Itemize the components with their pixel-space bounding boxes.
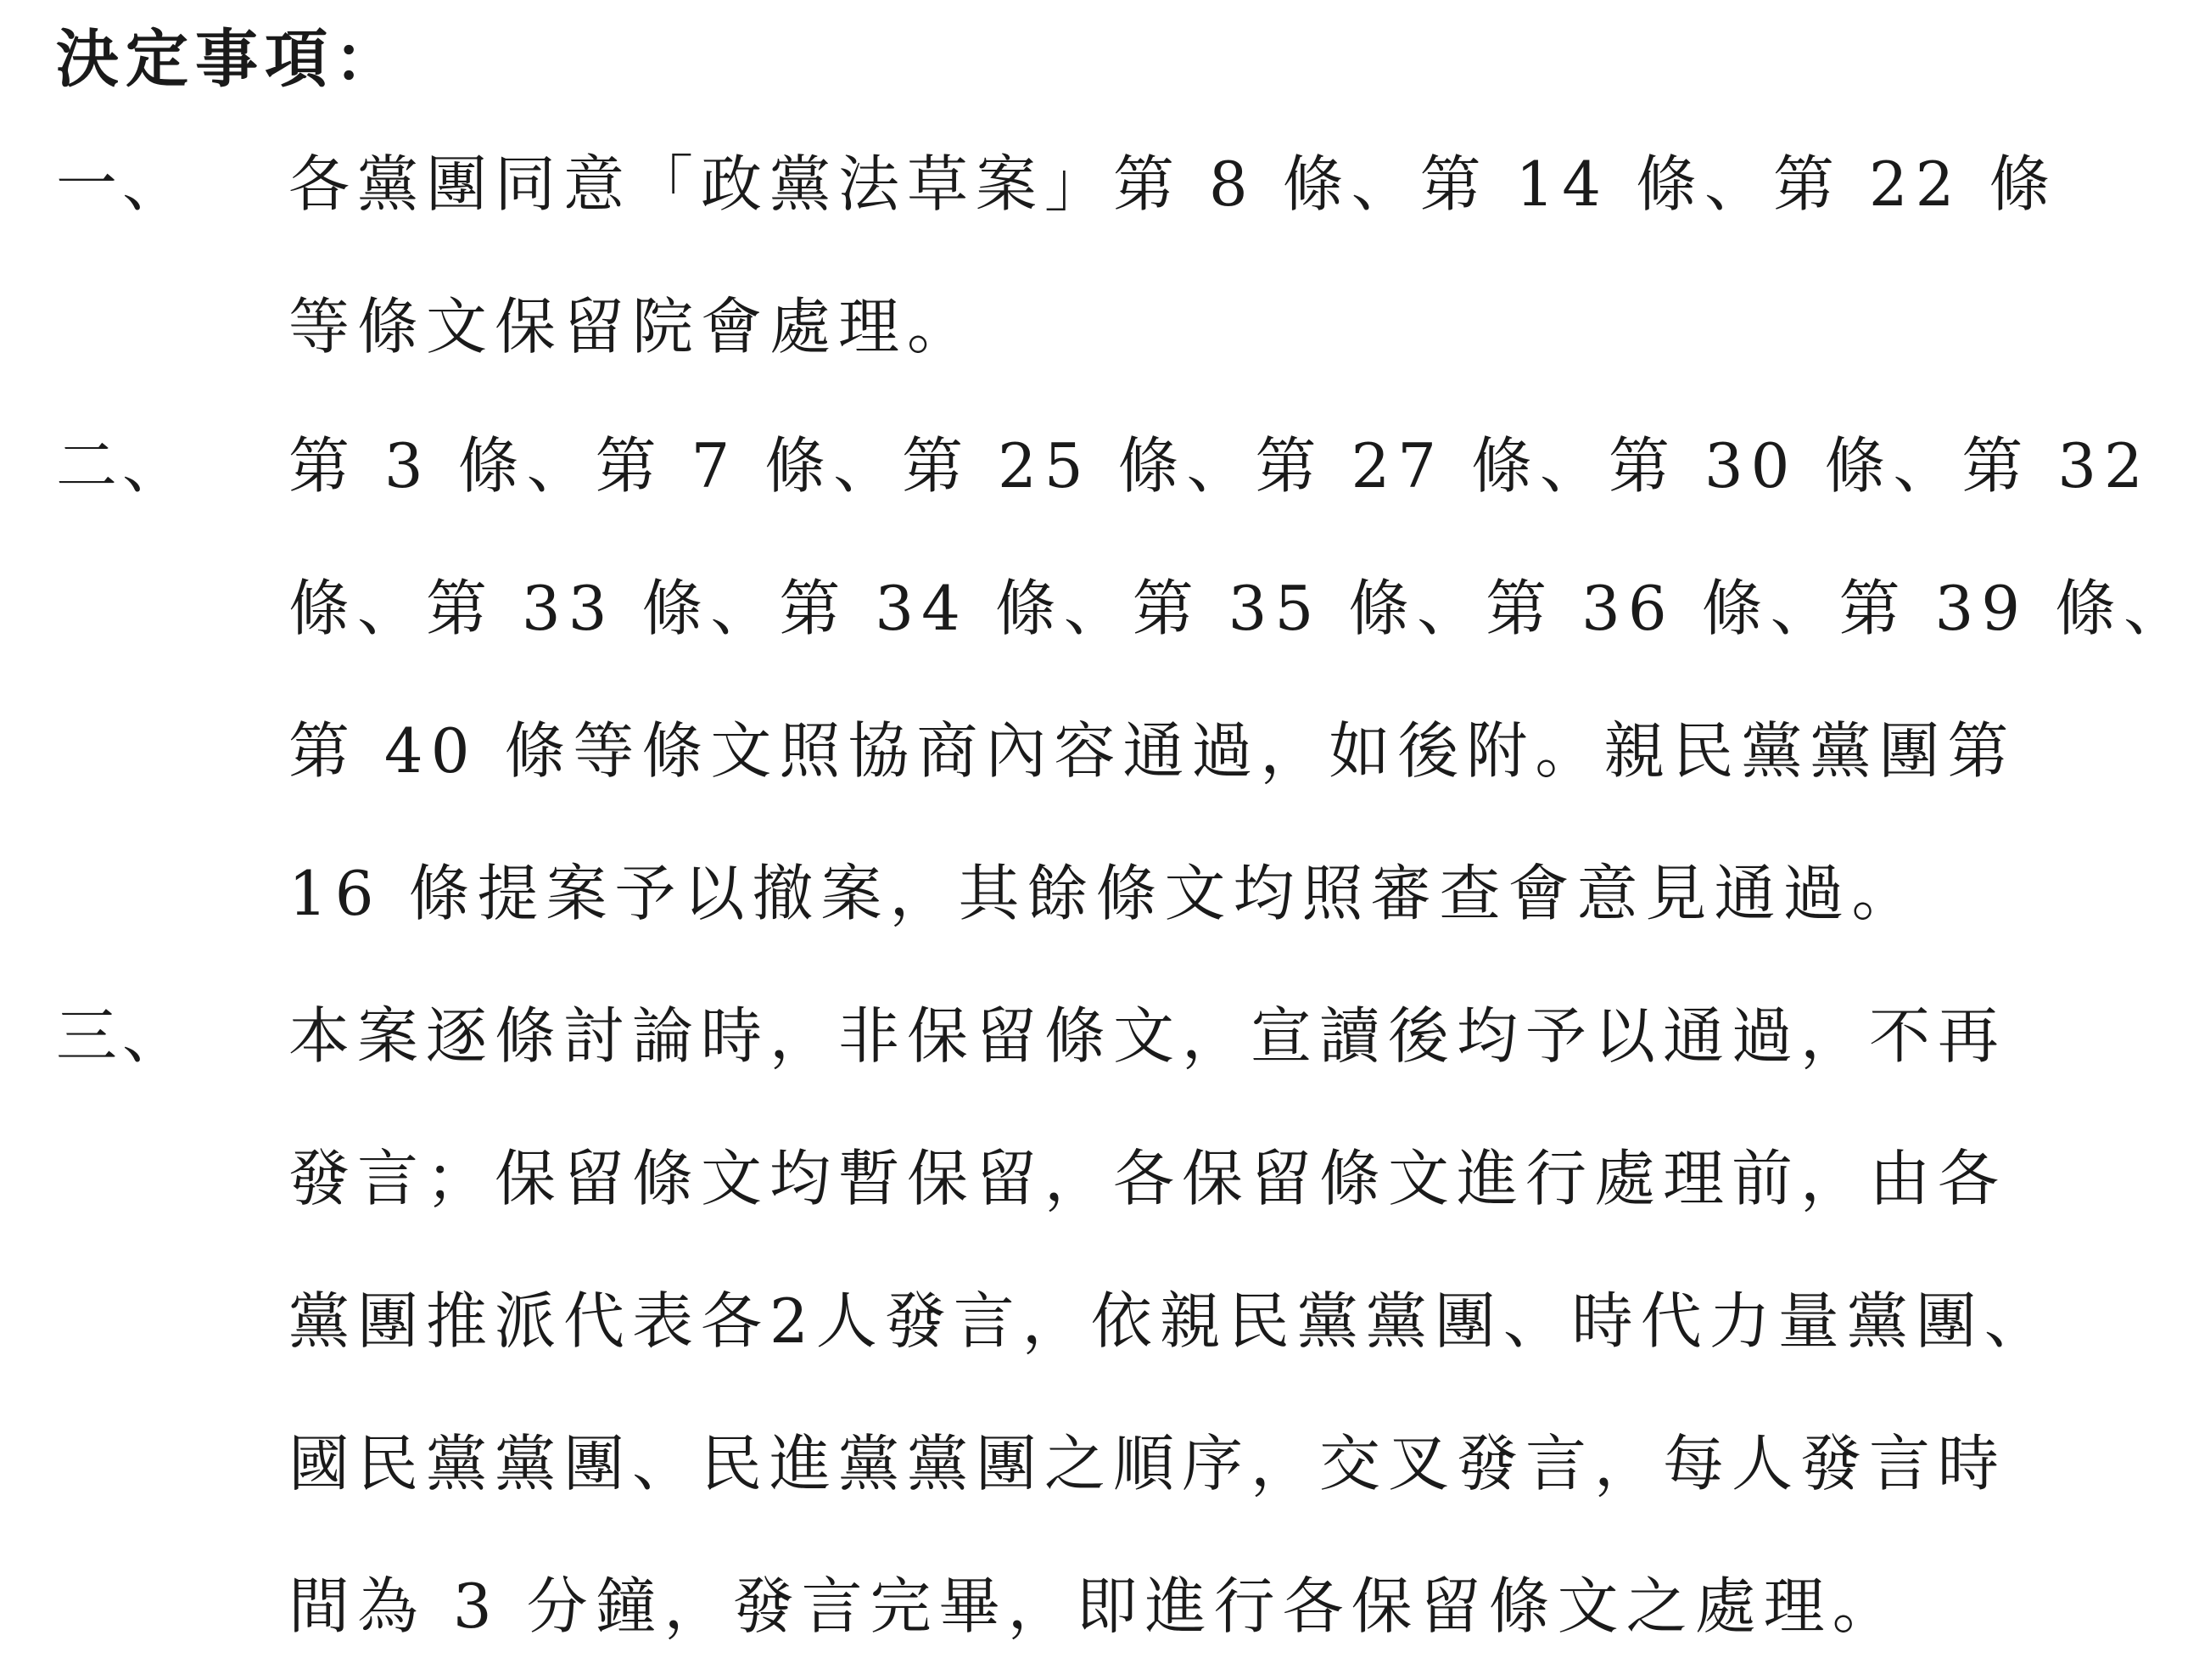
text-line: 等條文保留院會處理。 (288, 291, 976, 362)
text-line: 發言；保留條文均暫保留，各保留條文進行處理前，由各 (288, 1143, 2007, 1214)
item-marker: 一、 (56, 148, 189, 220)
text-line: 本案逐條討論時，非保留條文，宣讀後均予以通過，不再 (288, 1000, 2007, 1072)
text-line: 16 條提案予以撤案，其餘條文均照審查會意見通過。 (288, 858, 1921, 929)
text-line: 國民黨黨團、民進黨黨團之順序，交叉發言，每人發言時 (288, 1428, 2007, 1499)
item-marker: 二、 (56, 430, 189, 501)
text-line: 間為 3 分鐘，發言完畢，即進行各保留條文之處理。 (288, 1571, 1901, 1642)
decisions-heading: 決定事項： (56, 23, 404, 96)
text-line: 各黨團同意「政黨法草案」第 8 條、第 14 條、第 22 條 (288, 148, 2058, 220)
item-marker: 三、 (56, 1000, 189, 1072)
text-line: 第 40 條等條文照協商內容通過，如後附。親民黨黨團第 (288, 715, 2017, 787)
text-line: 第 3 條、第 7 條、第 25 條、第 27 條、第 30 條、第 32 (288, 430, 2151, 501)
text-line: 條、第 33 條、第 34 條、第 35 條、第 36 條、第 39 條、 (288, 573, 2192, 644)
text-line: 黨團推派代表各2人發言，依親民黨黨團、時代力量黨團、 (288, 1285, 2053, 1357)
